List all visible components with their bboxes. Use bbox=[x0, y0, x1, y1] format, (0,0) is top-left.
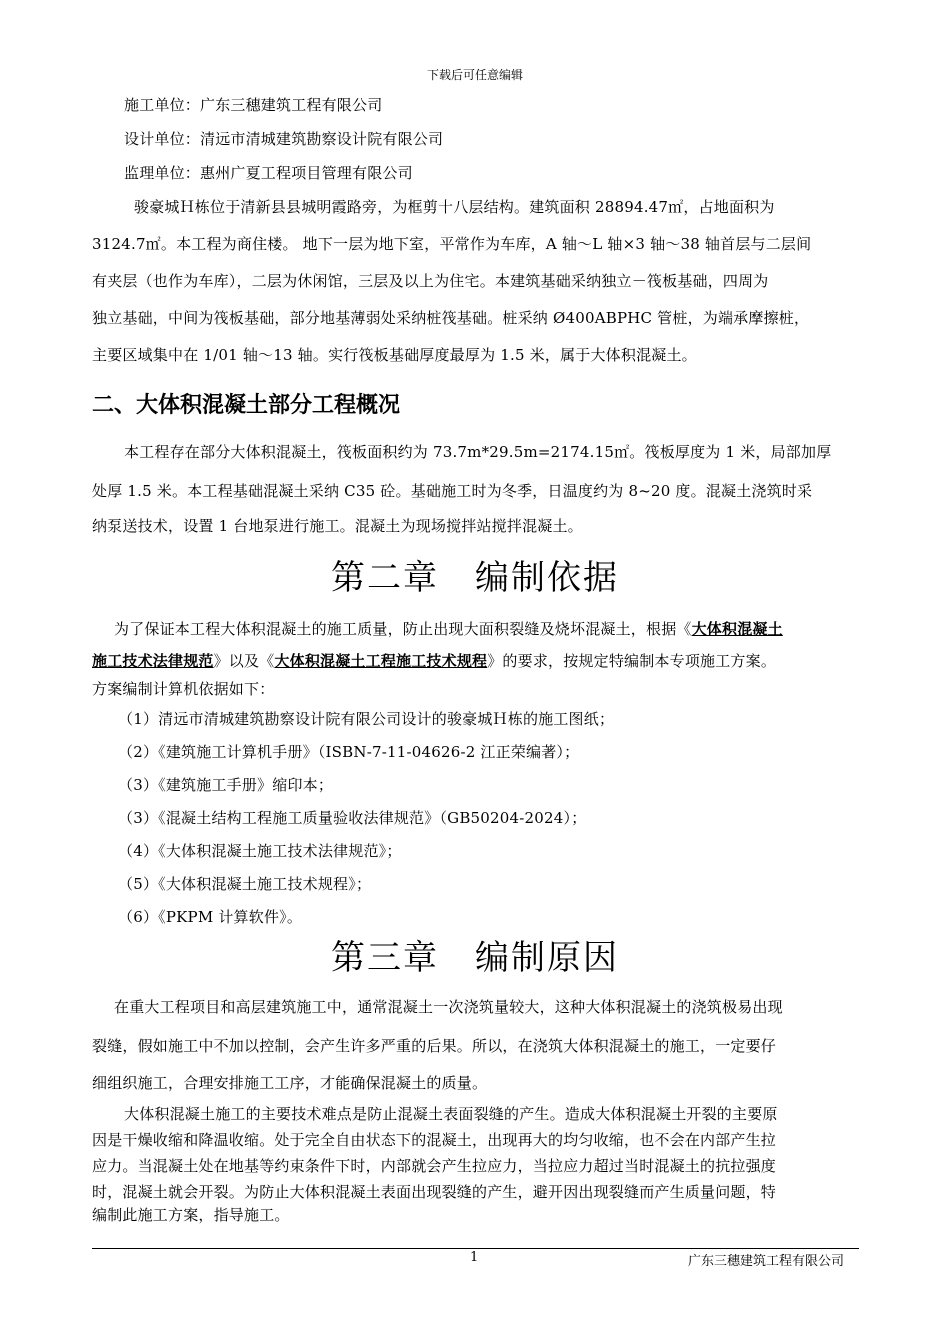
reason-line: 因是干燥收缩和降温收缩。处于完全自由状态下的混凝土，出现再大的均匀收缩，也不会在内部产生拉 bbox=[92, 1131, 777, 1149]
basis-text: 》以及《 bbox=[213, 652, 275, 670]
footer-company: 广东三穗建筑工程有限公司 bbox=[688, 1254, 845, 1269]
supervision-unit: 监理单位：惠州广夏工程项目管理有限公司 bbox=[124, 164, 413, 182]
basis-paragraph-line1 bbox=[114, 618, 783, 639]
footer-divider bbox=[92, 1248, 859, 1249]
overview-line: 独立基础，中间为筏板基础，部分地基薄弱处采纳桩筏基础。桩采纳 Ø400ABPHC 管桩，为端承摩擦桩， bbox=[92, 309, 810, 327]
basis-list-item: （3）《建筑施工手册》缩印本； bbox=[118, 776, 334, 794]
section2-line: 处厚 1.5 米。本工程基础混凝土采纳 C35 砼。基础施工时为冬季，日温度约为 8~20 度。混凝土浇筑时采 bbox=[92, 482, 813, 500]
page-header: 下载后可任意编辑 bbox=[426, 68, 523, 82]
section2-line: 纳泵送技术，设置 1 台地泵进行施工。混凝土为现场搅拌站搅拌混凝土。 bbox=[92, 517, 583, 535]
reason-line: 在重大工程项目和高层建筑施工中，通常混凝土一次浇筑量较大，这种大体积混凝土的浇筑极易出现 bbox=[114, 998, 783, 1016]
basis-list-item: （3）《混凝土结构工程施工质量验收法律规范》（GB50204-2024）； bbox=[118, 809, 587, 827]
basis-list-item: （5）《大体积混凝土施工技术规程》； bbox=[118, 875, 372, 893]
basis-paragraph-line2 bbox=[92, 650, 776, 671]
reference-link: 大体积混凝土工程施工技术规程 bbox=[274, 652, 488, 670]
page-number: 1 bbox=[470, 1250, 479, 1265]
construction-unit: 施工单位：广东三穗建筑工程有限公司 bbox=[124, 96, 383, 114]
reason-line: 裂缝，假如施工中不加以控制，会产生许多严重的后果。所以，在浇筑大体积混凝土的施工，一定要仔 bbox=[92, 1037, 777, 1055]
reason-line: 时，混凝土就会开裂。为防止大体积混凝土表面出现裂缝的产生，避开因出现裂缝而产生质量问题，特 bbox=[92, 1183, 777, 1201]
reference-link: 大体积混凝土 bbox=[691, 620, 783, 638]
basis-list-item: （2）《建筑施工计算机手册》（ISBN-7-11-04626-2 江正荣编著）； bbox=[118, 743, 580, 761]
overview-line: 主要区域集中在 1/01 轴～13 轴。实行筏板基础厚度最厚为 1.5 米，属于大体积混凝土。 bbox=[92, 346, 697, 364]
section2-line: 本工程存在部分大体积混凝土，筏板面积约为 73.7m*29.5m=2174.15㎡。筏板厚度为 1 米，局部加厚 bbox=[124, 443, 832, 461]
basis-text: 为了保证本工程大体积混凝土的施工质量，防止出现大面积裂缝及烧坏混凝土，根据《 bbox=[114, 620, 692, 638]
reference-link: 施工技术法律规范 bbox=[92, 652, 214, 670]
overview-line: 3124.7㎡。本工程为商住楼。 地下一层为地下室，平常作为车库，A 轴～L 轴×3 轴～38 轴首层与二层间 bbox=[92, 235, 812, 253]
chapter-title: 第二章 编制依据 bbox=[331, 558, 619, 598]
chapter-title: 第三章 编制原因 bbox=[331, 938, 619, 978]
basis-list-item: （6）《PKPM 计算软件》。 bbox=[118, 908, 303, 926]
overview-line: 有夹层（也作为车库），二层为休闲馆，三层及以上为住宅。本建筑基础采纳独立－筏板基础，四周为 bbox=[92, 272, 769, 290]
basis-text: 》的要求，按规定特编制本专项施工方案。 bbox=[487, 652, 777, 670]
reason-line: 应力。当混凝土处在地基等约束条件下时，内部就会产生拉应力，当拉应力超过当时混凝土的抗拉强度 bbox=[92, 1157, 777, 1175]
overview-line: 骏豪城Ｈ栋位于清新县县城明霞路旁，为框剪十八层结构。建筑面积 28894.47㎡，占地面积为 bbox=[134, 198, 775, 216]
reason-line: 细组织施工，合理安排施工工序，才能确保混凝土的质量。 bbox=[92, 1074, 488, 1092]
basis-list-item: （1）清远市清城建筑勘察设计院有限公司设计的骏豪城Ｈ栋的施工图纸； bbox=[118, 710, 615, 728]
basis-intro: 方案编制计算机依据如下： bbox=[92, 680, 275, 698]
reason-line: 大体积混凝土施工的主要技术难点是防止混凝土表面裂缝的产生。造成大体积混凝土开裂的主要原 bbox=[124, 1105, 778, 1123]
section-heading: 二、大体积混凝土部分工程概况 bbox=[92, 393, 401, 418]
basis-list-item: （4）《大体积混凝土施工技术法律规范》； bbox=[118, 842, 402, 860]
reason-line: 编制此施工方案，指导施工。 bbox=[92, 1206, 290, 1224]
design-unit: 设计单位：清远市清城建筑勘察设计院有限公司 bbox=[124, 130, 444, 148]
